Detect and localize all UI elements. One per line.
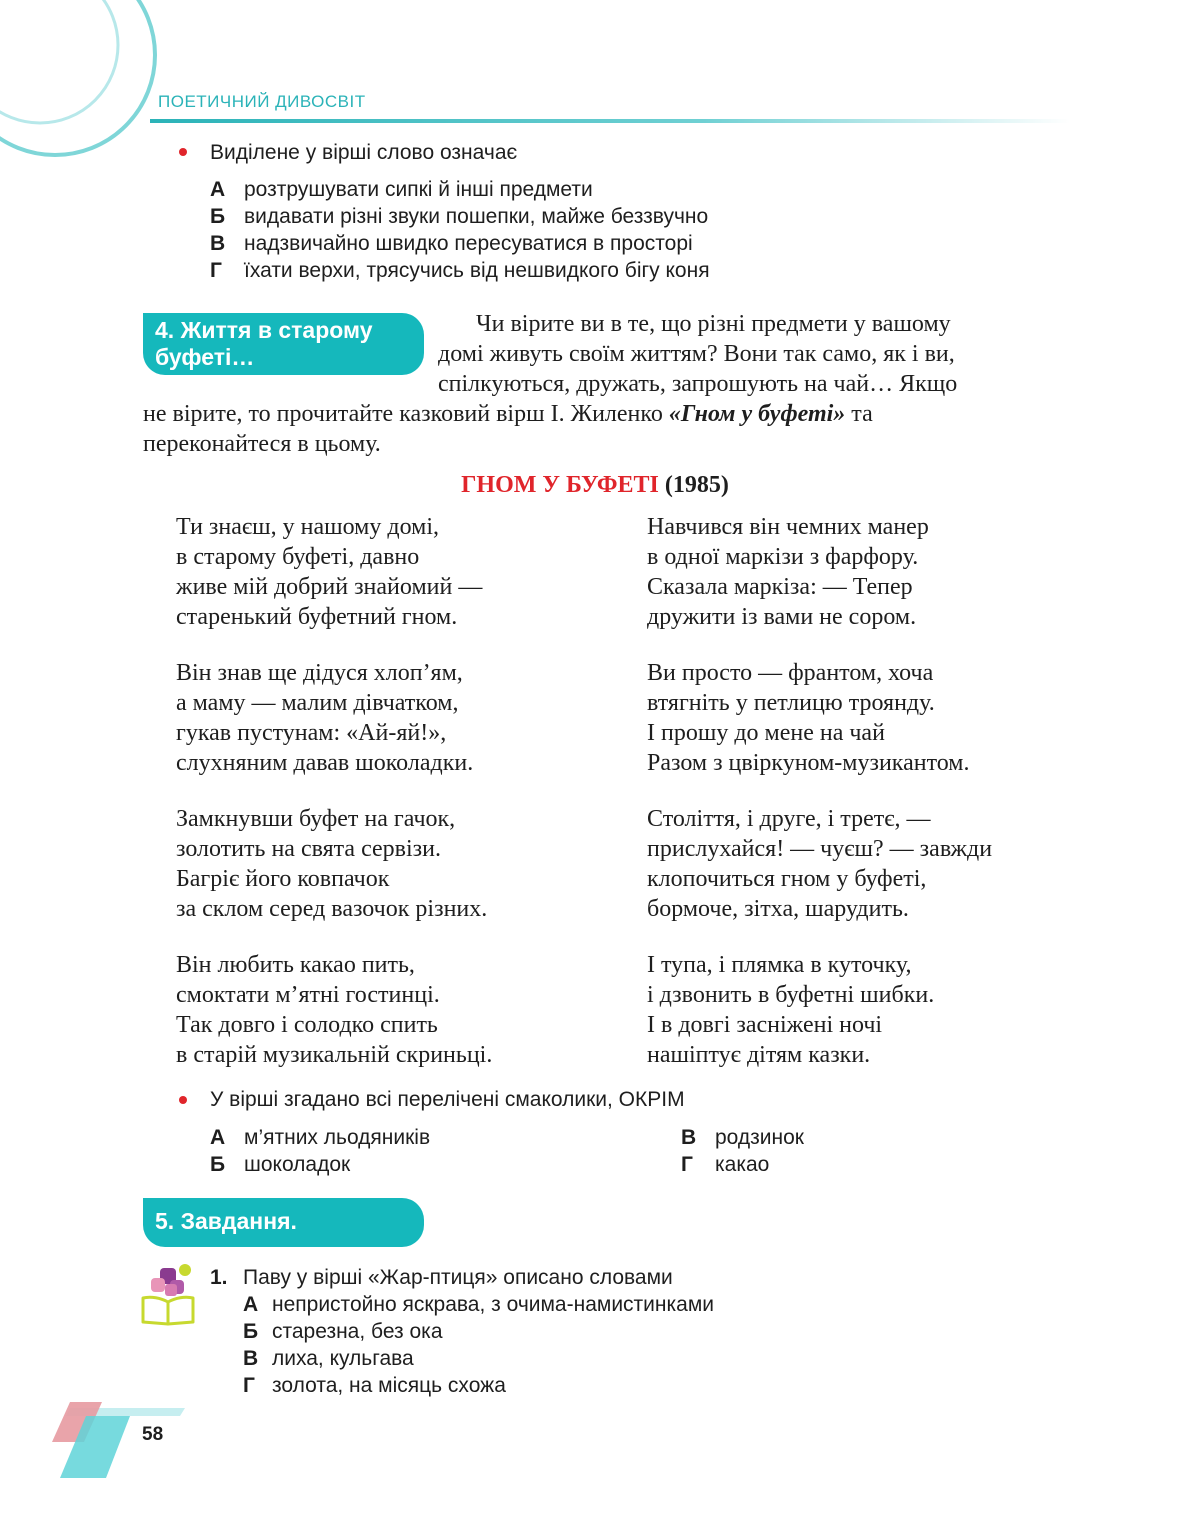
- answer-option: [681, 1126, 804, 1150]
- answer-option: [210, 1126, 430, 1150]
- answer-option: [243, 1320, 443, 1344]
- section-5-label: 5. Завдання.: [143, 1198, 424, 1247]
- option-text: видавати різні звуки пошепки, майже беззвучно: [244, 205, 709, 228]
- section-title: ПОЕТИЧНИЙ ДИВОСВІТ: [158, 92, 366, 111]
- option-text: золота, на місяць схожа: [272, 1374, 506, 1397]
- poem-line: і дзвонить в буфетні шибки.: [647, 982, 935, 1008]
- poem-line: Він знав ще дідуся хлоп’ям,: [176, 660, 463, 686]
- stanza: [647, 658, 992, 778]
- poem-line: в старій музикальній скриньці.: [176, 1042, 493, 1068]
- header-rule: [150, 119, 1070, 123]
- intro-text: та: [845, 401, 873, 427]
- poem-line: втягніть у петлицю троянду.: [647, 690, 935, 716]
- section-4-label-line2: буфеті…: [155, 344, 255, 370]
- poem-line: клопочиться гном у буфеті,: [647, 866, 927, 892]
- intro-line-1: Чи вірите ви в те, що різні предмети у вашому: [476, 311, 951, 337]
- option-text: їхати верхи, трясучись від нешвидкого бігу коня: [244, 259, 710, 282]
- section-4-label: [143, 313, 424, 375]
- stanza: [176, 658, 492, 778]
- poem-line: Багріє його ковпачок: [176, 866, 390, 892]
- option-letter: Б: [243, 1320, 259, 1343]
- intro-line-3: спілкуються, дружать, запрошують на чай… Якщо: [438, 371, 958, 397]
- option-letter: Б: [210, 1153, 226, 1176]
- option-letter: А: [243, 1293, 259, 1316]
- option-letter: В: [681, 1126, 697, 1149]
- poem-line: Він любить какао пить,: [176, 952, 415, 978]
- task-text: Паву у вірші «Жар-птиця» описано словами: [243, 1266, 673, 1289]
- poem-line: смоктати м’ятні гостинці.: [176, 982, 440, 1008]
- intro-line-2: домі живуть своїм життям? Вони так само, як і ви,: [438, 341, 955, 367]
- option-letter: А: [210, 178, 226, 201]
- intro-line-5: переконайтеся в цьому.: [143, 431, 381, 457]
- poem-line: Так довго і солодко спить: [176, 1012, 438, 1038]
- option-text: родзинок: [715, 1126, 804, 1149]
- stanza: [176, 950, 492, 1070]
- option-letter: Г: [681, 1153, 693, 1176]
- poem-line: дружити із вами не сором.: [647, 604, 917, 630]
- poem-line: Навчився він чемних манер: [647, 514, 929, 540]
- answer-option: [210, 232, 693, 256]
- poem-line: золотить на свята сервізи.: [176, 836, 442, 862]
- poem-line: нашіптує дітям казки.: [647, 1042, 871, 1068]
- poem-line: в одної маркізи з фарфору.: [647, 544, 919, 570]
- option-text: лиха, кульгава: [272, 1347, 414, 1370]
- poem-line: Разом з цвіркуном-музикантом.: [647, 750, 970, 776]
- poem-line: І тупа, і плямка в куточку,: [647, 952, 912, 978]
- option-letter: А: [210, 1126, 226, 1149]
- bullet-icon: [179, 1096, 187, 1104]
- book-icon: [139, 1262, 199, 1328]
- answer-option: [243, 1374, 506, 1398]
- stanza: [647, 512, 992, 632]
- answer-option: [210, 205, 708, 229]
- option-text: розтрушувати сипкі й інші предмети: [244, 178, 593, 201]
- option-letter: В: [210, 232, 226, 255]
- bullet-icon: [179, 148, 187, 156]
- poem-line: прислухайся! — чуєш? — завжди: [647, 836, 993, 862]
- option-text: надзвичайно швидко пересуватися в просторі: [244, 232, 693, 255]
- task-number: 1.: [210, 1266, 228, 1289]
- header-decoration: [0, 0, 170, 160]
- question-text: У вірші згадано всі перелічені смаколики, ОКРІМ: [210, 1088, 685, 1111]
- option-letter: Г: [210, 259, 222, 282]
- option-letter: Г: [243, 1374, 255, 1397]
- poem-line: І прошу до мене на чай: [647, 720, 885, 746]
- option-text: шоколадок: [244, 1153, 351, 1176]
- poem-line: а маму — малим дівчатком,: [176, 690, 459, 716]
- poem-line: І в довгі засніжені ночі: [647, 1012, 883, 1038]
- answer-option: [681, 1153, 769, 1177]
- poem-line: старенький буфетний гном.: [176, 604, 458, 630]
- poem-title-text: ГНОМ У БУФЕТІ: [461, 472, 659, 498]
- poem-year: (1985): [658, 472, 729, 498]
- option-text: старезна, без ока: [272, 1320, 443, 1343]
- poem-line: Століття, і друге, і третє, —: [647, 806, 931, 832]
- stanza: [647, 950, 992, 1070]
- intro-text: не вірите, то прочитайте казковий вірш І. Жиленко: [143, 401, 669, 427]
- footer-decoration: [50, 1402, 190, 1482]
- answer-option: [243, 1347, 414, 1371]
- poem-line: живе мій добрий знайомий —: [176, 574, 483, 600]
- poem-title: [0, 472, 1190, 499]
- stanza: [176, 512, 492, 632]
- answer-option: [210, 1153, 350, 1177]
- poem-line: Сказала маркіза: — Тепер: [647, 574, 913, 600]
- answer-option: [243, 1293, 714, 1317]
- poem-reference: «Гном у буфеті»: [668, 401, 846, 427]
- poem-line: бормоче, зітха, шарудить.: [647, 896, 909, 922]
- poem-line: слухняним давав шоколадки.: [176, 750, 474, 776]
- poem-line: Ви просто — франтом, хоча: [647, 660, 934, 686]
- stanza: [647, 804, 992, 924]
- task-1: [210, 1266, 673, 1290]
- page-number: 58: [142, 1424, 164, 1445]
- stanza: [176, 804, 492, 924]
- poem-right-column: [647, 512, 992, 1096]
- poem-line: за склом серед вазочок різних.: [176, 896, 488, 922]
- answer-option: [210, 259, 710, 283]
- option-letter: Б: [210, 205, 226, 228]
- poem-line: Замкнувши буфет на гачок,: [176, 806, 456, 832]
- poem-line: Ти знаєш, у нашому домі,: [176, 514, 439, 540]
- question-text: Виділене у вірші слово означає: [210, 141, 518, 164]
- option-text: какао: [715, 1153, 770, 1176]
- answer-option: [210, 178, 593, 202]
- option-text: непристойно яскрава, з очима-намистинками: [272, 1293, 714, 1316]
- poem-line: в старому буфеті, давно: [176, 544, 420, 570]
- intro-line-4: [143, 399, 873, 429]
- poem-left-column: [176, 512, 492, 1096]
- section-4-label-line1: 4. Життя в старому: [155, 317, 373, 343]
- poem-line: гукав пустунам: «Ай-яй!»,: [176, 720, 447, 746]
- option-letter: В: [243, 1347, 259, 1370]
- option-text: м’ятних льодяників: [244, 1126, 431, 1149]
